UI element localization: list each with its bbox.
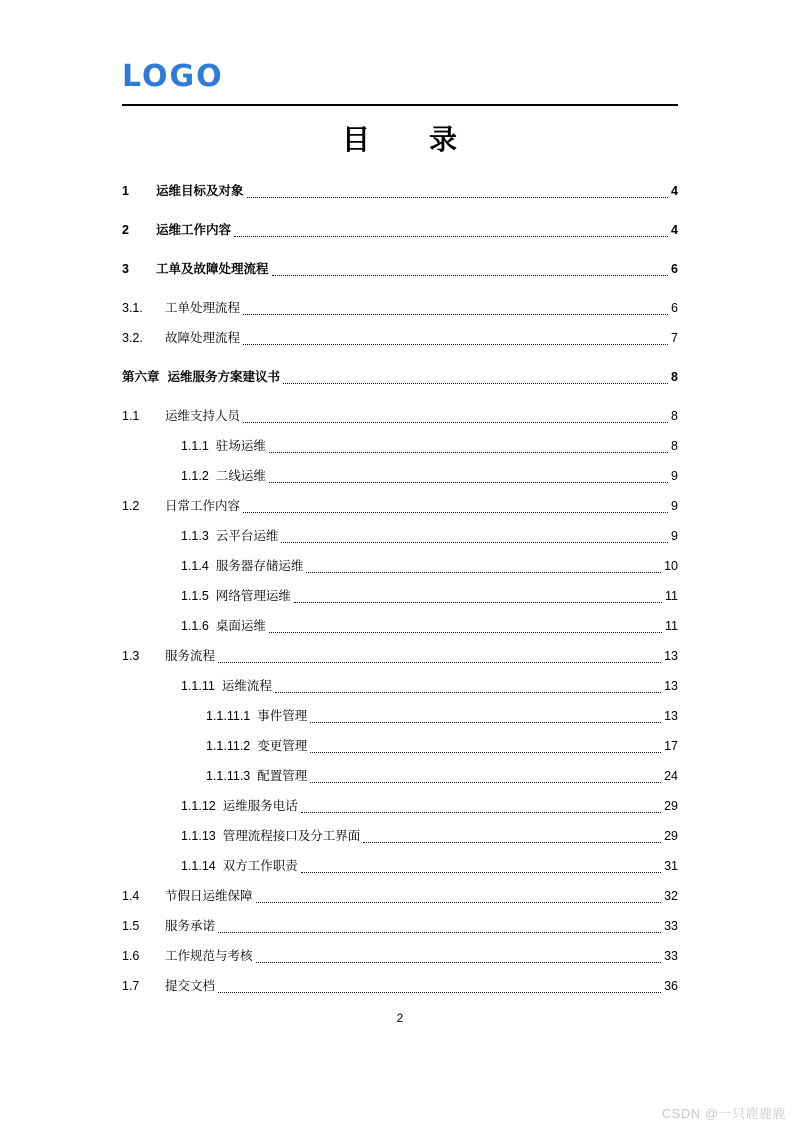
toc-entry-page: 36 bbox=[664, 979, 678, 993]
toc-leader-dots bbox=[256, 962, 662, 963]
toc-entry-number: 1.7 bbox=[122, 979, 140, 993]
toc-entry-number: 1.1.12 bbox=[181, 799, 216, 813]
toc-entry-number: 1.5 bbox=[122, 919, 140, 933]
toc-entry[interactable] bbox=[122, 881, 678, 911]
toc-entry[interactable] bbox=[122, 791, 678, 821]
toc-entry[interactable] bbox=[122, 431, 678, 461]
toc-list bbox=[122, 176, 678, 1001]
toc-leader-dots bbox=[247, 197, 669, 198]
toc-entry-number: 2 bbox=[122, 223, 129, 237]
toc-leader-dots bbox=[243, 314, 668, 315]
toc-entry-title: 工单处理流程 bbox=[165, 301, 241, 315]
toc-entry-page: 11 bbox=[665, 619, 678, 633]
toc-leader-dots bbox=[256, 902, 662, 903]
toc-entry-page: 13 bbox=[664, 649, 678, 663]
toc-entry-number: 1.4 bbox=[122, 889, 140, 903]
toc-title: 目 录 bbox=[341, 125, 458, 156]
toc-entry[interactable] bbox=[122, 254, 678, 284]
toc-entry-page: 4 bbox=[671, 223, 678, 237]
toc-entry[interactable] bbox=[122, 701, 678, 731]
toc-leader-dots bbox=[272, 275, 669, 276]
toc-entry-title: 变更管理 bbox=[257, 739, 308, 753]
toc-entry-page: 4 bbox=[671, 184, 678, 198]
logo: LOGO bbox=[122, 59, 224, 94]
toc-entry-number: 1.1.4 bbox=[181, 559, 209, 573]
toc-entry[interactable] bbox=[122, 581, 678, 611]
toc-entry-title: 运维服务方案建议书 bbox=[167, 370, 281, 384]
toc-entry-title: 网络管理运维 bbox=[215, 589, 291, 603]
toc-entry-number: 3.1. bbox=[122, 301, 143, 315]
toc-entry-page: 29 bbox=[664, 799, 678, 813]
toc-entry[interactable] bbox=[122, 641, 678, 671]
page-number: 2 bbox=[396, 1011, 404, 1025]
toc-entry-title: 服务流程 bbox=[165, 649, 216, 663]
toc-entry-page: 10 bbox=[664, 559, 678, 573]
toc-leader-dots bbox=[281, 542, 668, 543]
toc-entry-page: 17 bbox=[664, 739, 678, 753]
toc-leader-dots bbox=[310, 752, 661, 753]
toc-leader-dots bbox=[310, 782, 661, 783]
toc-leader-dots bbox=[363, 842, 661, 843]
toc-entry-page: 9 bbox=[671, 469, 678, 483]
toc-entry-number: 1.1.13 bbox=[181, 829, 216, 843]
toc-entry[interactable] bbox=[122, 761, 678, 791]
toc-entry-title: 运维服务电话 bbox=[222, 799, 298, 813]
toc-entry-title: 云平台运维 bbox=[215, 529, 279, 543]
toc-entry-number: 1.6 bbox=[122, 949, 140, 963]
toc-entry-title: 二线运维 bbox=[215, 469, 266, 483]
toc-entry-page: 8 bbox=[671, 409, 678, 423]
toc-entry[interactable] bbox=[122, 671, 678, 701]
toc-leader-dots bbox=[275, 692, 661, 693]
toc-entry-number: 1.1.2 bbox=[181, 469, 209, 483]
toc-entry[interactable] bbox=[122, 323, 678, 353]
toc-entry-page: 9 bbox=[671, 499, 678, 513]
toc-entry-page: 8 bbox=[671, 370, 678, 384]
toc-entry-title: 运维目标及对象 bbox=[156, 184, 244, 198]
toc-entry[interactable] bbox=[122, 941, 678, 971]
toc-entry[interactable] bbox=[122, 362, 678, 392]
toc-entry-title: 节假日运维保障 bbox=[165, 889, 253, 903]
toc-entry-page: 32 bbox=[664, 889, 678, 903]
toc-entry-number: 1.2 bbox=[122, 499, 140, 513]
toc-leader-dots bbox=[243, 422, 668, 423]
toc-entry-page: 6 bbox=[671, 301, 678, 315]
toc-entry[interactable] bbox=[122, 521, 678, 551]
toc-entry[interactable] bbox=[122, 611, 678, 641]
toc-entry-number: 1.1.5 bbox=[181, 589, 209, 603]
toc-leader-dots bbox=[269, 632, 662, 633]
toc-entry-page: 8 bbox=[671, 439, 678, 453]
toc-leader-dots bbox=[218, 992, 661, 993]
toc-leader-dots bbox=[310, 722, 661, 723]
toc-entry-number: 1.1.11.1 bbox=[206, 709, 251, 723]
toc-entry-number: 1.1.11.2 bbox=[206, 739, 251, 753]
toc-entry[interactable] bbox=[122, 176, 678, 206]
toc-entry[interactable] bbox=[122, 491, 678, 521]
toc-entry-title: 工作规范与考核 bbox=[165, 949, 253, 963]
toc-entry[interactable] bbox=[122, 821, 678, 851]
toc-entry-title: 管理流程接口及分工界面 bbox=[222, 829, 361, 843]
toc-entry-number: 1.1.6 bbox=[181, 619, 209, 633]
toc-leader-dots bbox=[269, 482, 668, 483]
toc-entry-title: 运维工作内容 bbox=[156, 223, 232, 237]
toc-entry-page: 7 bbox=[671, 331, 678, 345]
toc-entry-title: 服务器存储运维 bbox=[215, 559, 304, 573]
toc-entry[interactable] bbox=[122, 851, 678, 881]
toc-leader-dots bbox=[243, 344, 668, 345]
toc-entry[interactable] bbox=[122, 401, 678, 431]
toc-leader-dots bbox=[301, 872, 661, 873]
toc-leader-dots bbox=[269, 452, 668, 453]
toc-entry-page: 13 bbox=[664, 679, 678, 693]
toc-entry-title: 桌面运维 bbox=[215, 619, 266, 633]
toc-entry-page: 29 bbox=[664, 829, 678, 843]
toc-leader-dots bbox=[283, 383, 668, 384]
toc-entry-title: 提交文档 bbox=[165, 979, 216, 993]
toc-entry-page: 31 bbox=[664, 859, 678, 873]
toc-entry[interactable] bbox=[122, 461, 678, 491]
toc-entry-number: 1.1.3 bbox=[181, 529, 209, 543]
header-divider bbox=[122, 104, 678, 106]
toc-entry-number: 1.1.1 bbox=[181, 439, 209, 453]
toc-leader-dots bbox=[218, 662, 661, 663]
toc-entry-number: 1.1.11.3 bbox=[206, 769, 251, 783]
toc-entry[interactable] bbox=[122, 911, 678, 941]
toc-entry[interactable] bbox=[122, 293, 678, 323]
toc-leader-dots bbox=[301, 812, 661, 813]
toc-entry-number: 1.1 bbox=[122, 409, 140, 423]
toc-leader-dots bbox=[294, 602, 662, 603]
toc-entry-number: 3.2. bbox=[122, 331, 143, 345]
toc-leader-dots bbox=[243, 512, 668, 513]
toc-entry-number: 1.1.11 bbox=[181, 679, 215, 693]
toc-entry-number: 1.1.14 bbox=[181, 859, 216, 873]
toc-entry-number: 1.3 bbox=[122, 649, 140, 663]
toc-entry[interactable] bbox=[122, 731, 678, 761]
toc-entry-title: 服务承诺 bbox=[165, 919, 216, 933]
toc-entry-title: 配置管理 bbox=[257, 769, 308, 783]
toc-entry-title: 驻场运维 bbox=[215, 439, 266, 453]
toc-entry-title: 双方工作职责 bbox=[222, 859, 298, 873]
toc-entry-page: 6 bbox=[671, 262, 678, 276]
toc-entry-page: 11 bbox=[665, 589, 678, 603]
toc-entry-page: 13 bbox=[664, 709, 678, 723]
toc-entry-page: 24 bbox=[664, 769, 678, 783]
toc-leader-dots bbox=[218, 932, 661, 933]
toc-entry-title: 运维支持人员 bbox=[165, 409, 241, 423]
toc-entry-page: 33 bbox=[664, 919, 678, 933]
toc-entry-number: 第六章 bbox=[122, 370, 160, 384]
toc-leader-dots bbox=[306, 572, 661, 573]
toc-entry[interactable] bbox=[122, 551, 678, 581]
toc-entry[interactable] bbox=[122, 215, 678, 245]
watermark: CSDN @一只鹿鹿鹿 bbox=[661, 1106, 786, 1121]
toc-entry-page: 33 bbox=[664, 949, 678, 963]
toc-entry-title: 故障处理流程 bbox=[165, 331, 241, 345]
toc-entry-title: 运维流程 bbox=[221, 679, 272, 693]
toc-entry[interactable] bbox=[122, 971, 678, 1001]
toc-entry-number: 1 bbox=[122, 184, 129, 198]
toc-leader-dots bbox=[234, 236, 668, 237]
toc-entry-title: 工单及故障处理流程 bbox=[156, 262, 269, 276]
toc-entry-title: 日常工作内容 bbox=[165, 499, 241, 513]
toc-entry-title: 事件管理 bbox=[257, 709, 308, 723]
toc-entry-page: 9 bbox=[671, 529, 678, 543]
toc-entry-number: 3 bbox=[122, 262, 129, 276]
